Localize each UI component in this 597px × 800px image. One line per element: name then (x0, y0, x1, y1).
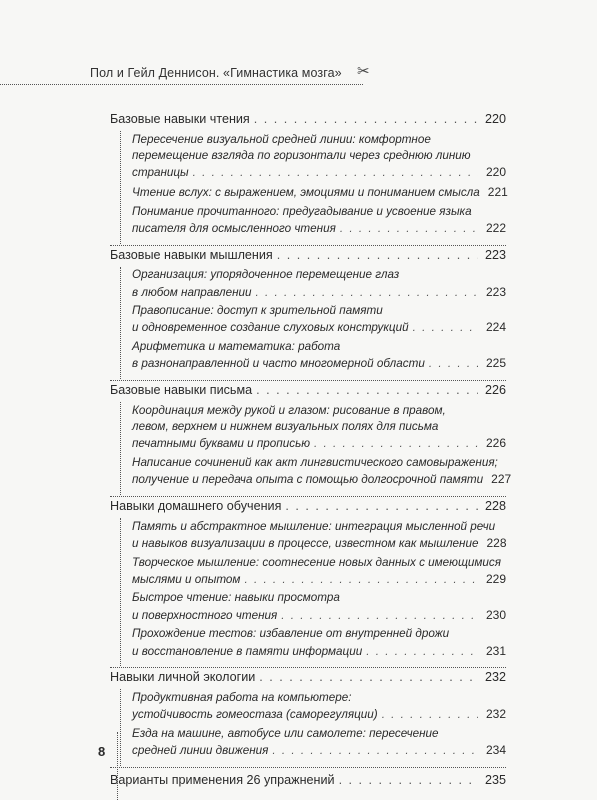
section-heading[interactable] (110, 382, 506, 399)
entry-last-line (132, 535, 506, 552)
leader-dots (256, 285, 478, 301)
section-page: 220 (484, 112, 506, 126)
entry-line: Прохождение тестов: избавление от внутренней дрожи (132, 627, 450, 641)
entry-line: Быстрое чтение: навыки просмотра (132, 591, 340, 605)
entry-page: 225 (485, 356, 506, 371)
section-vertical-rule (120, 267, 121, 380)
entry-line: Творческое мышление: соотнесение новых данных с имеющимися (132, 555, 502, 569)
entry-page: 231 (485, 643, 506, 658)
final-title: Варианты применения 26 упражнений (110, 772, 335, 787)
entry-last-line (132, 471, 512, 488)
leader-dots (272, 743, 478, 759)
entry-text: мыслями и опытом (132, 572, 241, 586)
entry-last-line (132, 571, 506, 588)
leader-dots (314, 436, 478, 452)
leader-dots (244, 572, 478, 588)
subsection-entry[interactable] (132, 267, 506, 300)
entry-last-line (132, 164, 506, 181)
entry-page: 228 (486, 535, 507, 550)
table-of-contents (110, 111, 512, 789)
leader-dots (277, 247, 478, 264)
entry-last-line (132, 435, 506, 452)
leader-dots (259, 669, 478, 686)
subsection-list (110, 403, 512, 495)
subsection-entry[interactable] (132, 204, 506, 237)
section-vertical-rule (120, 131, 121, 244)
final-entry[interactable] (110, 772, 506, 789)
entry-line: Пересечение визуальной средней линии: комфортное (132, 132, 431, 146)
header-rule (0, 84, 363, 85)
entry-last-line (132, 355, 506, 372)
subsection-entry[interactable] (132, 590, 506, 623)
subsection-list (110, 690, 506, 766)
entry-text: писателя для осмысленного чтения (132, 221, 336, 235)
section-heading[interactable] (110, 669, 506, 686)
section-page: 223 (484, 247, 506, 262)
section-vertical-rule (120, 402, 121, 495)
section-divider (110, 380, 506, 381)
entry-text: Чтение вслух: с выражением, эмоциями и пониманием смысла (132, 185, 480, 199)
section-title: Навыки личной экологии (110, 670, 256, 685)
leader-dots (429, 356, 478, 372)
leader-dots (340, 221, 478, 237)
toc-section (110, 498, 506, 666)
entry-text: устойчивость гомеостаза (саморегуляции) (132, 708, 378, 722)
entry-line: Организация: упорядоченное перемещение глаз (132, 268, 400, 282)
subsection-entry[interactable] (132, 690, 506, 723)
leader-dots (413, 320, 478, 336)
section-vertical-rule (120, 518, 121, 666)
entry-last-line (132, 742, 506, 759)
section-page: 232 (484, 670, 506, 685)
entry-last-line (132, 220, 506, 237)
leader-dots (339, 772, 478, 789)
entry-line: Координация между рукой и глазом: рисование в правом, (132, 403, 446, 417)
section-heading[interactable] (110, 247, 506, 264)
scissors-icon: ✂ (357, 63, 370, 80)
subsection-entry[interactable] (132, 726, 506, 759)
subsection-entry[interactable] (132, 555, 506, 588)
entry-page: 224 (485, 320, 506, 335)
entry-line: Продуктивная работа на компьютере: (132, 691, 352, 705)
leader-dots (285, 498, 478, 515)
subsection-entry[interactable] (132, 132, 506, 182)
subsection-entry[interactable] (132, 339, 506, 372)
toc-section (110, 247, 506, 380)
subsection-entry[interactable] (132, 519, 506, 552)
entry-line: перемещение взгляда по горизонтали через среднюю линию (132, 149, 471, 162)
section-divider (110, 767, 506, 768)
leader-dots (256, 382, 478, 399)
entry-line: Написание сочинений как акт лингвистического самовыражения; (132, 455, 498, 469)
entry-page: 230 (485, 607, 506, 622)
section-title: Базовые навыки письма (110, 383, 253, 398)
section-page: 228 (484, 498, 506, 513)
leader-dots (281, 608, 478, 624)
entry-page: 222 (485, 220, 506, 235)
entry-text: страницы (132, 166, 189, 180)
final-page: 235 (484, 772, 506, 787)
section-title: Базовые навыки чтения (110, 112, 250, 126)
entry-line: Арифметика и математика: работа (132, 340, 341, 354)
entry-page: 221 (487, 184, 508, 199)
entry-text: и навыков визуализации в процессе, известном как мышление (132, 536, 479, 550)
entry-page: 229 (485, 571, 506, 586)
entry-last-line (132, 706, 506, 723)
entry-line: Езда на машине, автобусе или самолете: пересечение (132, 726, 439, 740)
leader-dots (382, 707, 478, 723)
entry-last-line (132, 607, 506, 624)
footer-dotted-rule (117, 732, 118, 800)
entry-last-line (132, 643, 506, 660)
leader-dots (254, 111, 478, 128)
entry-text: в любом направлении (132, 285, 252, 299)
entry-text: средней линии движения (132, 744, 269, 758)
entry-last-line (132, 284, 506, 301)
section-divider (110, 496, 506, 497)
entry-line: Память и абстрактное мышление: интеграция мысленной речи (132, 519, 496, 533)
toc-section (110, 382, 512, 495)
subsection-list (110, 519, 506, 667)
section-page: 226 (484, 383, 506, 398)
entry-page: 226 (485, 436, 506, 451)
entry-line: Правописание: доступ к зрительной памяти (132, 304, 383, 318)
section-title: Базовые навыки мышления (110, 247, 273, 262)
entry-text: получение и передача опыта с помощью долгосрочной памяти (132, 473, 484, 487)
subsection-entry[interactable] (132, 184, 506, 201)
section-divider (110, 245, 506, 246)
leader-dots (366, 644, 478, 660)
entry-text: и поверхностного чтения (132, 608, 278, 622)
entry-page: 232 (485, 707, 506, 722)
entry-text: и восстановление в памяти информации (132, 644, 363, 658)
entry-last-line (132, 184, 506, 201)
leader-dots (193, 165, 478, 181)
subsection-list (110, 267, 506, 379)
entry-last-line (132, 319, 506, 336)
entry-page: 220 (485, 165, 506, 180)
section-title: Навыки домашнего обучения (110, 498, 282, 513)
subsection-list (110, 132, 506, 244)
entry-line: левом, верхнем и нижнем визуальных полях для письма (132, 420, 439, 434)
section-heading[interactable] (110, 498, 506, 515)
entry-text: в разнонаправленной и часто многомерной области (132, 357, 425, 371)
toc-section (110, 669, 506, 766)
subsection-entry[interactable] (132, 626, 506, 659)
section-vertical-rule (120, 689, 121, 766)
toc-section (110, 111, 506, 244)
entry-line: Понимание прочитанного: предугадывание и усвоение языка (132, 204, 472, 218)
section-divider (110, 667, 506, 668)
section-heading[interactable] (110, 111, 506, 128)
subsection-entry[interactable] (132, 403, 506, 453)
entry-text: печатными буквами и прописью (132, 437, 311, 451)
subsection-entry[interactable] (132, 303, 506, 336)
running-header: Пол и Гейл Деннисон. «Гимнастика мозга» (90, 66, 342, 80)
entry-page: 227 (491, 472, 512, 487)
subsection-entry[interactable] (132, 455, 512, 488)
entry-text: и одновременное создание слуховых конструкций (132, 321, 409, 335)
entry-page: 223 (485, 284, 506, 299)
page-number: 8 (98, 744, 106, 759)
entry-page: 234 (485, 743, 506, 758)
